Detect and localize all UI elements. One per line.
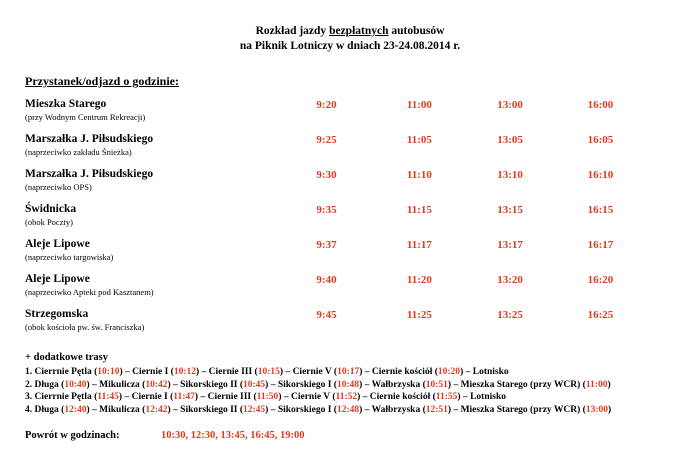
route-text: ) – Ciernie kościół ( — [359, 367, 438, 377]
stop-name: Marszałka J. Piłsudskiego — [25, 133, 154, 145]
route-text: ) – Mikulicza ( — [86, 404, 146, 415]
route-prefix: 4. Długa ( — [25, 404, 65, 415]
stop-sublabel: (naprzeciwko Apteki pod Kasztanem) — [25, 287, 154, 297]
departure-time: 9:30 — [316, 169, 337, 181]
table-row — [22, 307, 678, 342]
departure-time: 9:37 — [316, 239, 337, 251]
route-text: ) – Mieszka Starego (przy WCR) ( — [447, 404, 586, 415]
stop-name: Aleje Lipowe — [25, 273, 90, 285]
table-row — [22, 272, 678, 307]
stop-sublabel: (obok Poczty) — [25, 217, 73, 227]
route-text: ) — [607, 379, 611, 390]
route-time: 10:10 — [97, 367, 120, 377]
departure-time: 13:20 — [497, 274, 523, 286]
departure-time: 9:40 — [316, 274, 337, 286]
departure-time: 16:25 — [587, 309, 614, 321]
route-time: 12:40 — [64, 404, 87, 415]
departure-time: 13:17 — [497, 239, 523, 251]
route-time: 13:00 — [585, 404, 608, 415]
route-time: 10:15 — [257, 367, 280, 377]
departure-time: 13:10 — [497, 169, 523, 181]
departure-time: 16:17 — [587, 239, 614, 251]
route-text: ) – Ciernie kościół ( — [357, 392, 436, 402]
departure-time: 11:00 — [406, 99, 432, 111]
route-text: ) – Mikulicza ( — [86, 379, 146, 390]
departure-time: 16:00 — [587, 99, 614, 111]
table-row — [22, 167, 678, 202]
stop-name: Aleje Lipowe — [25, 238, 90, 250]
route-prefix: 3. Cierrnie Pętla ( — [25, 392, 98, 402]
schedule-table — [22, 97, 678, 342]
list-item — [25, 391, 678, 404]
stop-sublabel: (naprzeciwko OPS) — [25, 182, 92, 192]
route-time: 10:42 — [145, 379, 168, 390]
list-item — [25, 379, 678, 392]
title-line-2: na Piknik Lotniczy w dniach 23-24.08.2014 r. — [239, 40, 461, 52]
schedule-table-body — [22, 97, 678, 342]
departure-time: 9:35 — [316, 204, 337, 216]
route-text: ) – Ciernie I ( — [119, 367, 174, 377]
route-text: ) — [607, 404, 612, 415]
title-line-1-prefix: Rozkład jazdy — [255, 25, 330, 37]
stop-name: Mieszka Starego — [25, 98, 107, 110]
departure-time: 13:15 — [497, 204, 523, 216]
return-times-row — [25, 430, 678, 441]
section-heading: Przystanek/odjazd o godzinie: — [25, 74, 179, 88]
route-text: ) – Sikorskiego II ( — [167, 404, 243, 415]
table-row — [22, 202, 678, 237]
departure-time: 16:10 — [587, 169, 614, 181]
list-item — [25, 366, 678, 379]
route-text: ) – Wałbrzyska ( — [359, 404, 426, 415]
stop-name: Świdnicka — [25, 203, 77, 215]
departure-time: 16:05 — [587, 134, 614, 146]
route-text: ) – Mieszka Starego (przy WCR) ( — [447, 379, 586, 390]
stop-cell — [22, 167, 316, 202]
route-text: ) – Ciernie V ( — [279, 367, 338, 377]
route-text: ) – Sikorskiego I ( — [265, 379, 337, 390]
stop-sublabel: (obok kościoła pw. św. Franciszka) — [25, 322, 145, 332]
route-text: ) – Wałbrzyska ( — [359, 379, 426, 390]
departure-time: 9:20 — [316, 99, 337, 111]
route-time: 11:45 — [97, 392, 119, 402]
route-text: ) – Ciernie III ( — [194, 392, 257, 402]
stop-cell — [22, 307, 316, 342]
stop-name: Strzegomska — [25, 308, 89, 320]
route-time: 11:55 — [435, 392, 458, 402]
departure-time: 11:05 — [406, 134, 432, 146]
extra-routes-heading: + dodatkowe trasy — [25, 352, 108, 363]
departure-time: 11:10 — [406, 169, 432, 181]
title-line-1-suffix: autobusów — [388, 25, 445, 37]
route-time: 12:45 — [243, 404, 266, 415]
stop-cell — [22, 97, 316, 132]
departure-time: 16:15 — [587, 204, 614, 216]
route-prefix: 2. Długa ( — [25, 379, 65, 390]
route-text: ) – Sikorskiego II ( — [167, 379, 243, 390]
departure-time: 13:25 — [497, 309, 523, 321]
stop-sublabel: (naprzeciwko targowiska) — [25, 252, 114, 262]
stop-cell — [22, 237, 316, 272]
route-text: ) – Ciernie V ( — [278, 392, 336, 402]
route-time: 10:48 — [336, 379, 360, 390]
route-time: 11:52 — [335, 392, 358, 402]
route-time: 12:42 — [145, 404, 168, 415]
document-title — [22, 24, 678, 54]
route-time: 10:51 — [425, 379, 448, 390]
route-time: 11:47 — [173, 392, 195, 402]
departure-time: 13:00 — [497, 99, 523, 111]
route-time: 12:51 — [425, 404, 448, 415]
route-time: 10:45 — [243, 379, 266, 390]
departure-time: 13:05 — [497, 134, 523, 146]
stop-name: Marszałka J. Piłsudskiego — [25, 168, 154, 180]
return-label: Powrót w godzinach: — [25, 430, 120, 441]
route-time: 11:00 — [585, 379, 608, 390]
stop-sublabel: (naprzeciwko zakładu Śnieżka) — [25, 147, 132, 157]
departure-time: 11:17 — [406, 239, 432, 251]
route-text: ) – Sikorskiego I ( — [265, 404, 337, 415]
title-line-1-underlined: bezpłatnych — [329, 25, 389, 37]
route-time: 10:12 — [173, 367, 196, 377]
route-text: ) – Ciernie III ( — [195, 367, 258, 377]
stop-sublabel: (przy Wodnym Centrum Rekreacji) — [25, 112, 146, 122]
return-times: 10:30, 12:30, 13:45, 16:45, 19:00 — [161, 430, 305, 441]
route-prefix: 1. Cierrnie Pętla ( — [25, 367, 98, 377]
departure-time: 11:20 — [406, 274, 432, 286]
table-row — [22, 97, 678, 132]
route-text: ) – Ciernie I ( — [118, 392, 174, 402]
departure-time: 11:25 — [406, 309, 432, 321]
list-item — [25, 404, 678, 417]
departure-time: 9:25 — [316, 134, 337, 146]
route-time: 10:40 — [64, 379, 87, 390]
route-time: 10:17 — [337, 367, 360, 377]
route-text: ) – Lotnisko — [457, 392, 506, 402]
route-text: ) – Lotnisko — [460, 367, 509, 377]
table-row — [22, 132, 678, 167]
stop-cell — [22, 132, 316, 167]
table-row — [22, 237, 678, 272]
departure-time: 16:20 — [587, 274, 614, 286]
departure-time: 11:15 — [406, 204, 432, 216]
stop-cell — [22, 272, 316, 307]
departure-time: 9:45 — [316, 309, 337, 321]
stop-cell — [22, 202, 316, 237]
route-time: 10:20 — [437, 367, 461, 377]
route-time: 12:48 — [336, 404, 360, 415]
title-line-1 — [22, 24, 678, 39]
route-time: 11:50 — [256, 392, 279, 402]
